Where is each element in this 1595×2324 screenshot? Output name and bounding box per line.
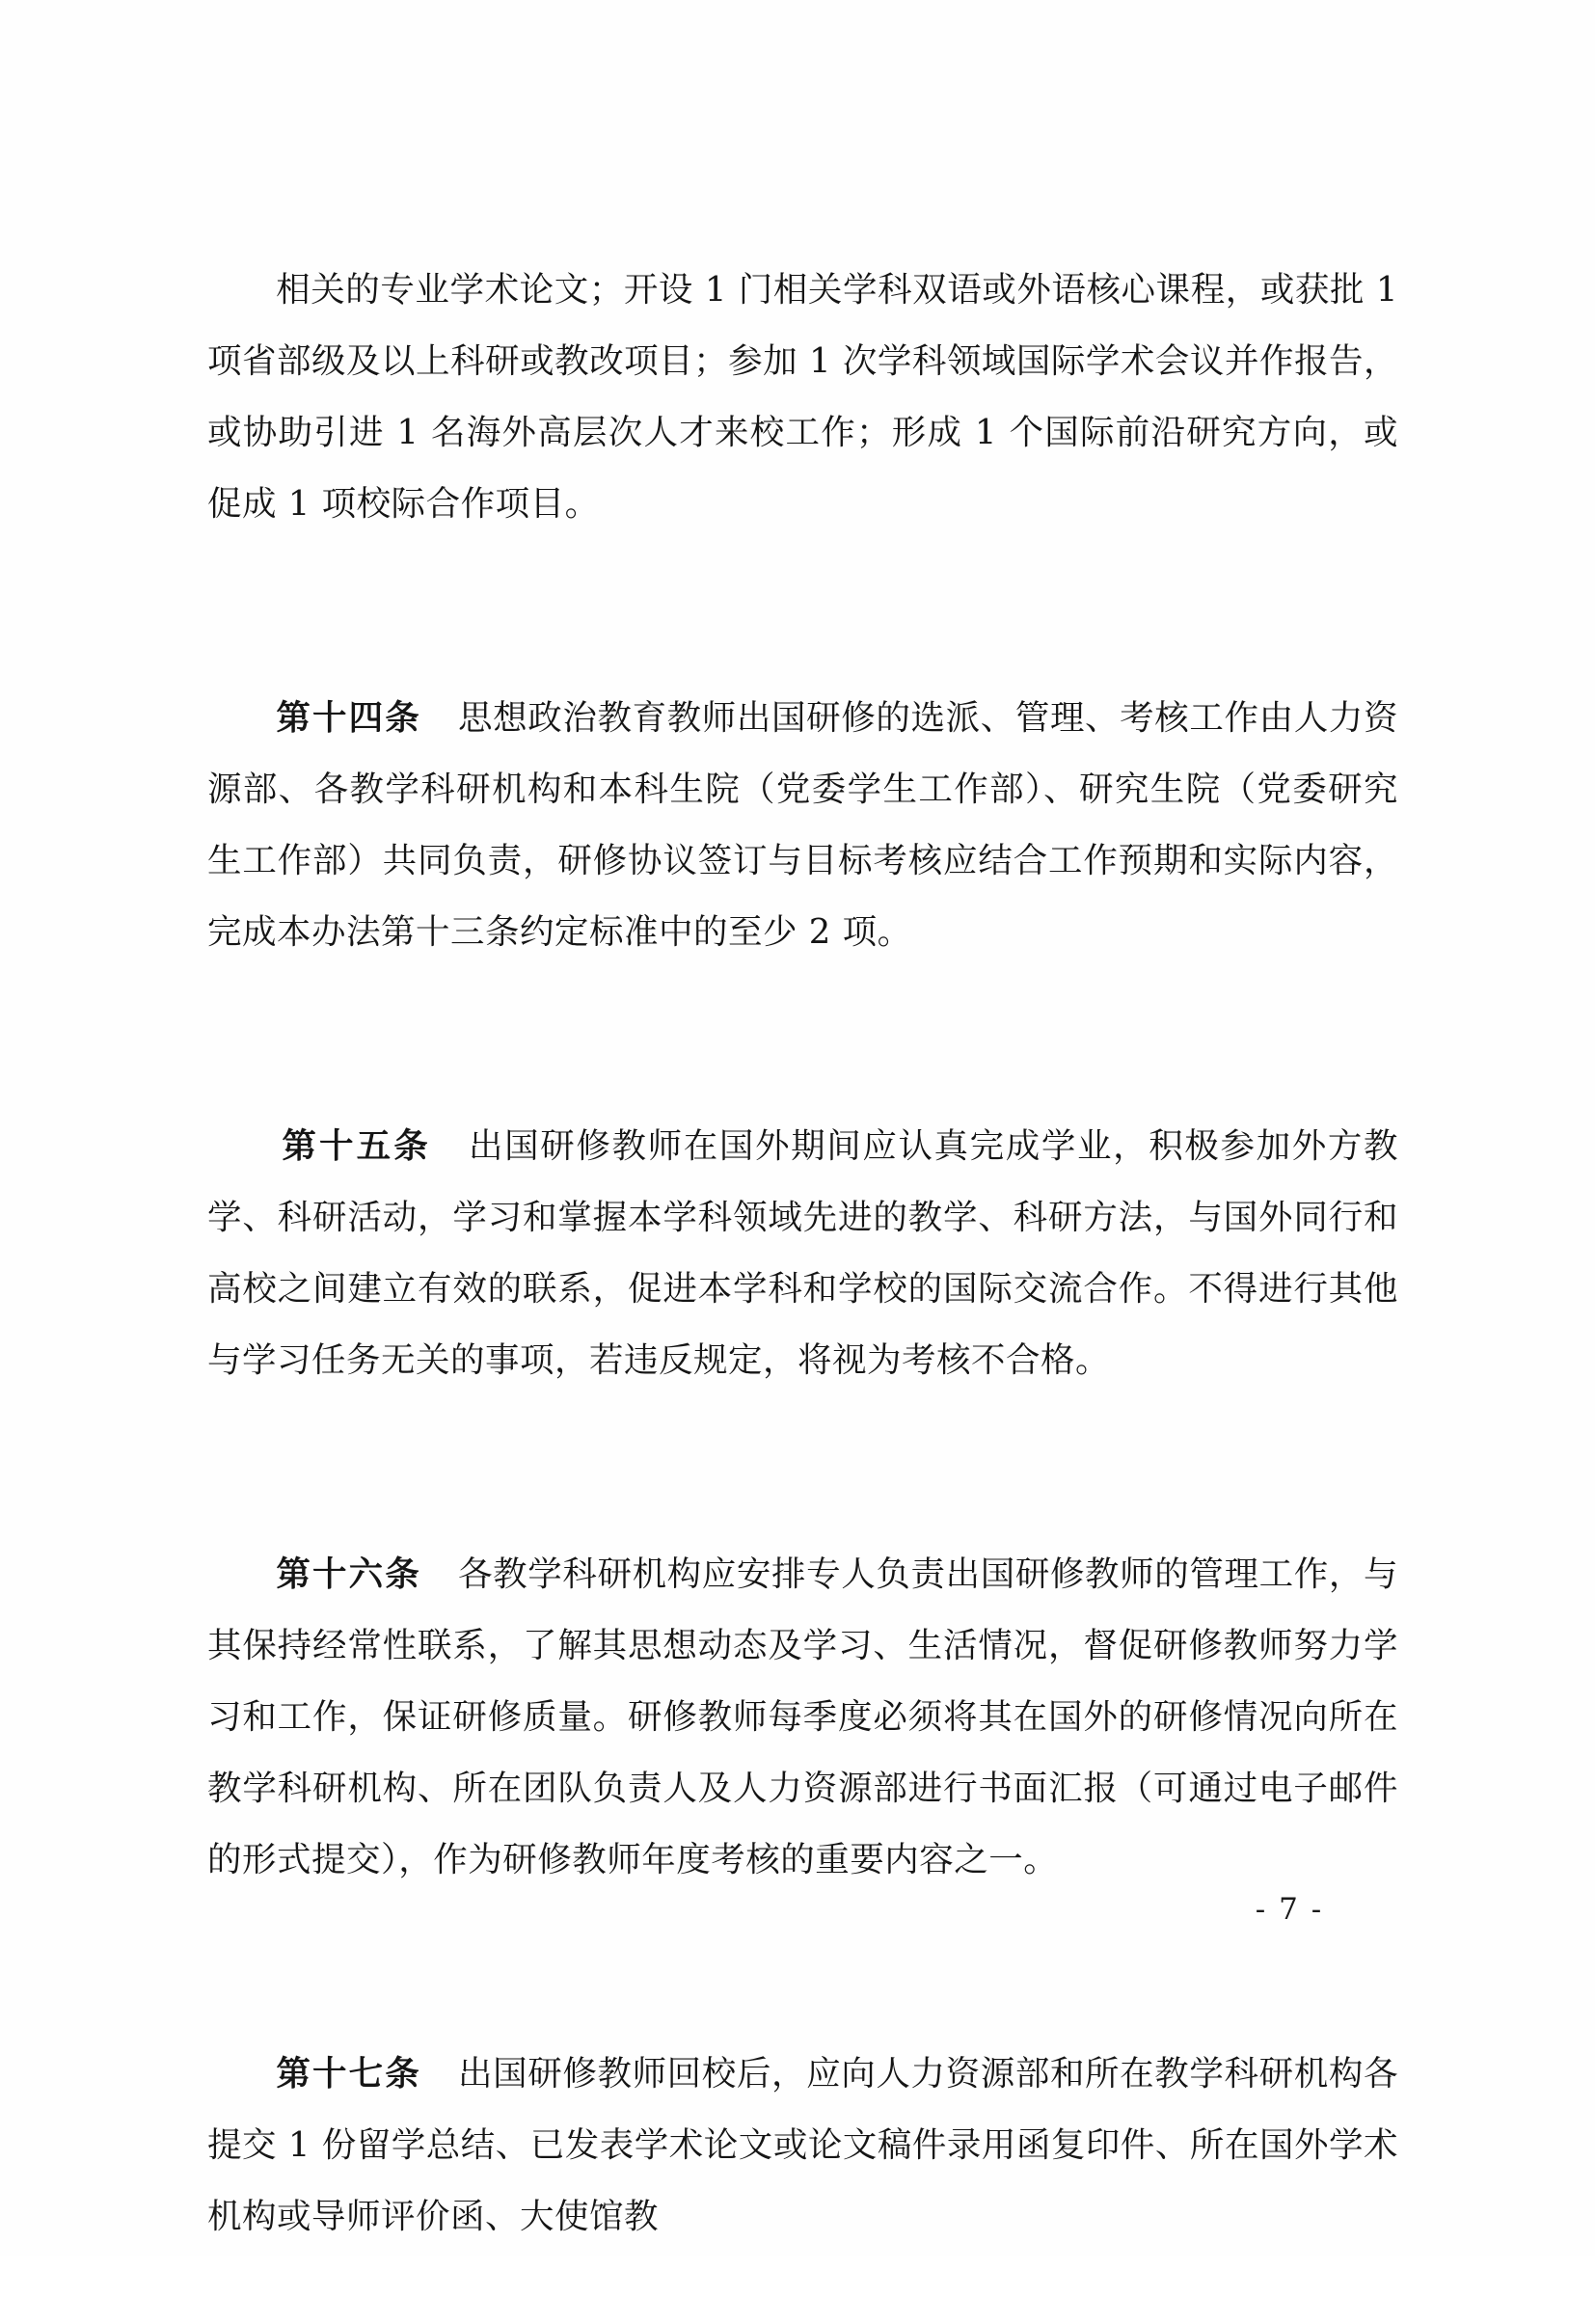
paragraph-article-15 [207, 1040, 1398, 1468]
page-number: - 7 - [1255, 1892, 1324, 1927]
article-label: 第十四条 [276, 698, 421, 738]
paragraph-text: 出国研修教师回校后，应向人力资源部和所在教学科研机构各提交 1 份留学总结、已发表学术论文或论文稿件录用函复印件、所在国外学术机构或导师评价函、大使馆教 [207, 2054, 1398, 2236]
paragraph-text: 思想政治教育教师出国研修的选派、管理、考核工作由人力资源部、各教学科研机构和本科生院（党委学生工作部）、研究生院（党委研究生工作部）共同负责，研修协议签订与目标考核应结合工作预期和实际内容，完成本办法第十三条约定标准中的至少 2 项。 [207, 698, 1398, 952]
page-footer [0, 1892, 1595, 1927]
article-label: 第十六条 [276, 1554, 421, 1594]
paragraph-text: 相关的专业学术论文；开设 1 门相关学科双语或外语核心课程，或获批 1 项省部级及以上科研或教改项目；参加 1 次学科领域国际学术会议并作报告，或协助引进 1 名海外高层次人才来校工作；形成 1 个国际前沿研究方向，或促成 1 项校际合作项目。 [207, 270, 1410, 524]
page-body [207, 183, 1410, 2324]
article-label: 第十七条 [276, 2054, 421, 2094]
paragraph-article-14 [207, 611, 1398, 1040]
paragraph-text: 各教学科研机构应安排专人负责出国研修教师的管理工作，与其保持经常性联系，了解其思想动态及学习、生活情况，督促研修教师努力学习和工作，保证研修质量。研修教师每季度必须将其在国外的研修情况向所在教学科研机构、所在团队负责人及人力资源部进行书面汇报（可通过电子邮件的形式提交），作为研修教师年度考核的重要内容之一。 [207, 1554, 1398, 1879]
paragraph-text: 出国研修教师在国外期间应认真完成学业，积极参加外方教学、科研活动，学习和掌握本学科领域先进的教学、科研方法，与国外同行和高校之间建立有效的联系，促进本学科和学校的国际交流合作。不得进行其他与学习任务无关的事项，若违反规定，将视为考核不合格。 [207, 1126, 1398, 1380]
article-label: 第十五条 [282, 1126, 431, 1166]
paragraph-article-17 [207, 1967, 1398, 2324]
paragraph-continued [207, 183, 1410, 611]
